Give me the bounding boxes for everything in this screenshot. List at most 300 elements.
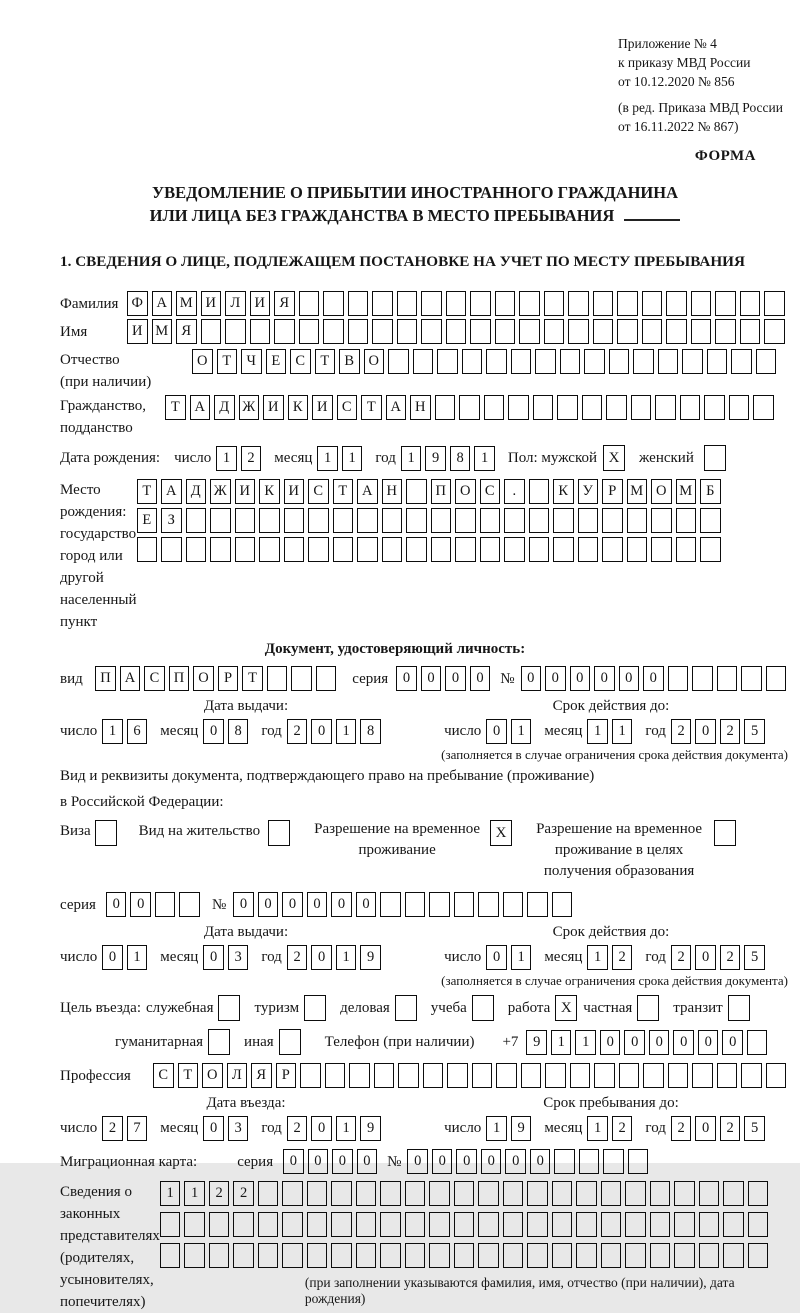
char-cell[interactable] [161, 537, 182, 562]
char-cell[interactable] [545, 1063, 566, 1088]
char-cell[interactable]: 2 [612, 945, 633, 970]
char-cell[interactable]: 9 [526, 1030, 547, 1055]
char-cell[interactable]: П [95, 666, 116, 691]
char-cell[interactable] [625, 1243, 646, 1268]
char-cell[interactable] [423, 1063, 444, 1088]
char-cell[interactable] [552, 1181, 573, 1206]
char-cell[interactable] [258, 1243, 279, 1268]
char-cell[interactable] [576, 1212, 597, 1237]
char-cell[interactable] [258, 1212, 279, 1237]
char-cell[interactable] [382, 537, 403, 562]
char-cell[interactable] [756, 349, 777, 374]
char-cell[interactable] [560, 349, 581, 374]
char-cell[interactable]: 0 [643, 666, 664, 691]
char-cell[interactable] [405, 892, 426, 917]
char-cell[interactable] [576, 1243, 597, 1268]
char-cell[interactable] [137, 537, 158, 562]
char-cell[interactable] [397, 291, 418, 316]
char-cell[interactable] [723, 1212, 744, 1237]
char-cell[interactable] [333, 508, 354, 533]
sex-male-checkbox[interactable]: X [603, 445, 625, 471]
char-cell[interactable] [619, 1063, 640, 1088]
char-cell[interactable]: 0 [421, 666, 442, 691]
char-cell[interactable]: 1 [587, 719, 608, 744]
char-cell[interactable]: С [337, 395, 358, 420]
char-cell[interactable] [478, 1212, 499, 1237]
char-cell[interactable] [601, 1181, 622, 1206]
char-cell[interactable] [723, 1243, 744, 1268]
char-cell[interactable]: 7 [127, 1116, 148, 1141]
char-cell[interactable] [455, 508, 476, 533]
char-cell[interactable] [454, 1181, 475, 1206]
char-cell[interactable] [747, 1030, 768, 1055]
char-cell[interactable] [267, 666, 288, 691]
char-cell[interactable] [478, 892, 499, 917]
char-cell[interactable] [307, 1243, 328, 1268]
purpose-study-checkbox[interactable] [472, 995, 494, 1021]
char-cell[interactable] [676, 508, 697, 533]
char-cell[interactable] [250, 319, 271, 344]
char-cell[interactable] [405, 1181, 426, 1206]
char-cell[interactable]: С [290, 349, 311, 374]
char-cell[interactable] [274, 319, 295, 344]
temp-residence-edu-checkbox[interactable] [714, 820, 736, 846]
char-cell[interactable] [584, 349, 605, 374]
char-cell[interactable] [495, 319, 516, 344]
char-cell[interactable] [601, 1243, 622, 1268]
char-cell[interactable]: Е [137, 508, 158, 533]
char-cell[interactable] [235, 508, 256, 533]
char-cell[interactable] [331, 1243, 352, 1268]
char-cell[interactable] [766, 666, 787, 691]
char-cell[interactable]: 0 [649, 1030, 670, 1055]
char-cell[interactable]: М [676, 479, 697, 504]
char-cell[interactable]: 1 [511, 945, 532, 970]
char-cell[interactable] [651, 508, 672, 533]
char-cell[interactable] [527, 1243, 548, 1268]
purpose-other-checkbox[interactable] [279, 1029, 301, 1055]
char-cell[interactable]: 3 [228, 1116, 249, 1141]
char-cell[interactable] [642, 319, 663, 344]
char-cell[interactable]: 0 [282, 892, 303, 917]
char-cell[interactable]: 0 [695, 945, 716, 970]
char-cell[interactable] [553, 537, 574, 562]
char-cell[interactable]: О [651, 479, 672, 504]
char-cell[interactable] [496, 1063, 517, 1088]
char-cell[interactable] [692, 1063, 713, 1088]
char-cell[interactable] [308, 508, 329, 533]
char-cell[interactable]: 0 [695, 719, 716, 744]
visa-checkbox[interactable] [95, 820, 117, 846]
char-cell[interactable] [700, 508, 721, 533]
char-cell[interactable] [331, 1181, 352, 1206]
char-cell[interactable] [593, 291, 614, 316]
char-cell[interactable]: 0 [505, 1149, 526, 1174]
char-cell[interactable] [323, 291, 344, 316]
char-cell[interactable] [235, 537, 256, 562]
char-cell[interactable] [282, 1212, 303, 1237]
char-cell[interactable] [233, 1243, 254, 1268]
char-cell[interactable]: Я [251, 1063, 272, 1088]
char-cell[interactable]: 1 [575, 1030, 596, 1055]
purpose-tourism-checkbox[interactable] [304, 995, 326, 1021]
char-cell[interactable] [437, 349, 458, 374]
char-cell[interactable]: 8 [228, 719, 249, 744]
char-cell[interactable]: 2 [287, 719, 308, 744]
char-cell[interactable] [544, 291, 565, 316]
char-cell[interactable] [625, 1181, 646, 1206]
char-cell[interactable]: 0 [307, 892, 328, 917]
char-cell[interactable] [472, 1063, 493, 1088]
char-cell[interactable]: И [284, 479, 305, 504]
char-cell[interactable]: 0 [619, 666, 640, 691]
char-cell[interactable] [504, 537, 525, 562]
char-cell[interactable]: 2 [102, 1116, 123, 1141]
char-cell[interactable] [552, 1212, 573, 1237]
char-cell[interactable] [380, 1212, 401, 1237]
char-cell[interactable] [233, 1212, 254, 1237]
char-cell[interactable] [225, 319, 246, 344]
char-cell[interactable] [717, 666, 738, 691]
char-cell[interactable] [521, 1063, 542, 1088]
char-cell[interactable] [209, 1243, 230, 1268]
char-cell[interactable] [578, 508, 599, 533]
char-cell[interactable] [184, 1212, 205, 1237]
char-cell[interactable]: 6 [127, 719, 148, 744]
char-cell[interactable] [454, 892, 475, 917]
char-cell[interactable] [201, 319, 222, 344]
char-cell[interactable] [557, 395, 578, 420]
char-cell[interactable]: М [176, 291, 197, 316]
char-cell[interactable]: З [161, 508, 182, 533]
char-cell[interactable] [519, 319, 540, 344]
char-cell[interactable]: 0 [283, 1149, 304, 1174]
char-cell[interactable]: 0 [396, 666, 417, 691]
char-cell[interactable] [429, 892, 450, 917]
char-cell[interactable] [356, 1212, 377, 1237]
char-cell[interactable]: 5 [744, 719, 765, 744]
char-cell[interactable] [578, 537, 599, 562]
char-cell[interactable] [741, 666, 762, 691]
char-cell[interactable] [753, 395, 774, 420]
char-cell[interactable]: 1 [216, 446, 237, 471]
char-cell[interactable]: П [169, 666, 190, 691]
char-cell[interactable] [179, 892, 200, 917]
char-cell[interactable]: 0 [470, 666, 491, 691]
char-cell[interactable] [650, 1212, 671, 1237]
char-cell[interactable]: Р [602, 479, 623, 504]
char-cell[interactable]: Т [217, 349, 238, 374]
char-cell[interactable]: 2 [241, 446, 262, 471]
char-cell[interactable] [429, 1212, 450, 1237]
char-cell[interactable] [421, 319, 442, 344]
char-cell[interactable]: 1 [342, 446, 363, 471]
char-cell[interactable] [454, 1212, 475, 1237]
char-cell[interactable] [529, 479, 550, 504]
char-cell[interactable]: 5 [744, 1116, 765, 1141]
char-cell[interactable]: 0 [722, 1030, 743, 1055]
char-cell[interactable] [658, 349, 679, 374]
char-cell[interactable]: 0 [311, 945, 332, 970]
char-cell[interactable] [650, 1181, 671, 1206]
char-cell[interactable]: 0 [130, 892, 151, 917]
char-cell[interactable] [372, 319, 393, 344]
char-cell[interactable] [431, 508, 452, 533]
char-cell[interactable] [356, 1181, 377, 1206]
char-cell[interactable] [715, 319, 736, 344]
char-cell[interactable] [259, 508, 280, 533]
char-cell[interactable]: 1 [401, 446, 422, 471]
char-cell[interactable] [300, 1063, 321, 1088]
char-cell[interactable]: И [201, 291, 222, 316]
char-cell[interactable] [503, 892, 524, 917]
char-cell[interactable] [606, 395, 627, 420]
char-cell[interactable]: 1 [474, 446, 495, 471]
char-cell[interactable]: А [386, 395, 407, 420]
char-cell[interactable] [602, 537, 623, 562]
char-cell[interactable]: Л [225, 291, 246, 316]
char-cell[interactable]: 1 [336, 945, 357, 970]
char-cell[interactable] [529, 508, 550, 533]
char-cell[interactable] [633, 349, 654, 374]
char-cell[interactable] [284, 508, 305, 533]
char-cell[interactable] [323, 319, 344, 344]
char-cell[interactable] [627, 508, 648, 533]
char-cell[interactable] [628, 1149, 649, 1174]
char-cell[interactable]: 2 [233, 1181, 254, 1206]
char-cell[interactable] [413, 349, 434, 374]
char-cell[interactable] [495, 291, 516, 316]
char-cell[interactable]: А [120, 666, 141, 691]
char-cell[interactable]: С [153, 1063, 174, 1088]
char-cell[interactable]: 0 [106, 892, 127, 917]
char-cell[interactable] [764, 319, 785, 344]
purpose-private-checkbox[interactable] [637, 995, 659, 1021]
char-cell[interactable] [617, 291, 638, 316]
char-cell[interactable]: 0 [594, 666, 615, 691]
char-cell[interactable] [291, 666, 312, 691]
char-cell[interactable]: И [312, 395, 333, 420]
char-cell[interactable] [349, 1063, 370, 1088]
char-cell[interactable] [625, 1212, 646, 1237]
char-cell[interactable]: 0 [356, 892, 377, 917]
char-cell[interactable]: Р [276, 1063, 297, 1088]
char-cell[interactable] [503, 1212, 524, 1237]
char-cell[interactable] [552, 892, 573, 917]
char-cell[interactable] [459, 395, 480, 420]
char-cell[interactable] [470, 291, 491, 316]
char-cell[interactable]: 0 [331, 892, 352, 917]
char-cell[interactable]: О [192, 349, 213, 374]
char-cell[interactable]: К [553, 479, 574, 504]
char-cell[interactable] [380, 892, 401, 917]
char-cell[interactable] [594, 1063, 615, 1088]
char-cell[interactable] [478, 1181, 499, 1206]
char-cell[interactable] [316, 666, 337, 691]
char-cell[interactable] [431, 537, 452, 562]
char-cell[interactable]: 0 [521, 666, 542, 691]
temp-residence-checkbox[interactable]: X [490, 820, 512, 846]
char-cell[interactable] [568, 319, 589, 344]
char-cell[interactable]: Д [214, 395, 235, 420]
char-cell[interactable]: 0 [203, 945, 224, 970]
char-cell[interactable]: А [152, 291, 173, 316]
char-cell[interactable] [508, 395, 529, 420]
char-cell[interactable] [160, 1243, 181, 1268]
char-cell[interactable]: 0 [357, 1149, 378, 1174]
char-cell[interactable]: Т [315, 349, 336, 374]
char-cell[interactable]: 0 [486, 719, 507, 744]
char-cell[interactable] [480, 508, 501, 533]
char-cell[interactable] [602, 508, 623, 533]
char-cell[interactable] [348, 319, 369, 344]
char-cell[interactable] [740, 319, 761, 344]
char-cell[interactable] [570, 1063, 591, 1088]
char-cell[interactable]: А [161, 479, 182, 504]
char-cell[interactable]: С [144, 666, 165, 691]
char-cell[interactable] [699, 1212, 720, 1237]
char-cell[interactable]: 2 [287, 945, 308, 970]
char-cell[interactable] [504, 508, 525, 533]
char-cell[interactable] [529, 537, 550, 562]
char-cell[interactable] [643, 1063, 664, 1088]
char-cell[interactable]: Т [137, 479, 158, 504]
char-cell[interactable]: 1 [336, 719, 357, 744]
char-cell[interactable] [486, 349, 507, 374]
char-cell[interactable]: 1 [511, 719, 532, 744]
char-cell[interactable]: 0 [308, 1149, 329, 1174]
char-cell[interactable] [186, 537, 207, 562]
char-cell[interactable] [682, 349, 703, 374]
char-cell[interactable] [282, 1243, 303, 1268]
char-cell[interactable] [544, 319, 565, 344]
char-cell[interactable] [406, 479, 427, 504]
char-cell[interactable] [717, 1063, 738, 1088]
char-cell[interactable] [527, 1181, 548, 1206]
char-cell[interactable] [527, 892, 548, 917]
char-cell[interactable]: С [480, 479, 501, 504]
char-cell[interactable] [184, 1243, 205, 1268]
char-cell[interactable] [372, 291, 393, 316]
char-cell[interactable]: О [364, 349, 385, 374]
char-cell[interactable]: 0 [233, 892, 254, 917]
char-cell[interactable] [642, 291, 663, 316]
char-cell[interactable] [553, 508, 574, 533]
char-cell[interactable] [380, 1243, 401, 1268]
char-cell[interactable] [511, 349, 532, 374]
char-cell[interactable]: М [627, 479, 648, 504]
char-cell[interactable]: 1 [160, 1181, 181, 1206]
char-cell[interactable]: 8 [450, 446, 471, 471]
char-cell[interactable] [554, 1149, 575, 1174]
char-cell[interactable]: У [578, 479, 599, 504]
char-cell[interactable]: 0 [258, 892, 279, 917]
purpose-humanitarian-checkbox[interactable] [208, 1029, 230, 1055]
char-cell[interactable] [668, 1063, 689, 1088]
char-cell[interactable]: М [152, 319, 173, 344]
char-cell[interactable]: 0 [530, 1149, 551, 1174]
char-cell[interactable]: 0 [311, 1116, 332, 1141]
char-cell[interactable] [764, 291, 785, 316]
char-cell[interactable] [741, 1063, 762, 1088]
char-cell[interactable]: 0 [332, 1149, 353, 1174]
char-cell[interactable] [160, 1212, 181, 1237]
char-cell[interactable] [325, 1063, 346, 1088]
char-cell[interactable] [331, 1212, 352, 1237]
char-cell[interactable]: 8 [360, 719, 381, 744]
char-cell[interactable] [503, 1243, 524, 1268]
char-cell[interactable]: 3 [228, 945, 249, 970]
char-cell[interactable] [480, 537, 501, 562]
char-cell[interactable] [674, 1243, 695, 1268]
char-cell[interactable] [707, 349, 728, 374]
char-cell[interactable]: 1 [612, 719, 633, 744]
purpose-business-checkbox[interactable] [395, 995, 417, 1021]
char-cell[interactable] [503, 1181, 524, 1206]
char-cell[interactable] [446, 291, 467, 316]
char-cell[interactable]: А [190, 395, 211, 420]
char-cell[interactable] [446, 319, 467, 344]
char-cell[interactable]: Я [274, 291, 295, 316]
char-cell[interactable] [421, 291, 442, 316]
char-cell[interactable]: 5 [744, 945, 765, 970]
char-cell[interactable] [674, 1212, 695, 1237]
char-cell[interactable] [668, 666, 689, 691]
char-cell[interactable] [651, 537, 672, 562]
char-cell[interactable] [699, 1243, 720, 1268]
char-cell[interactable]: К [259, 479, 280, 504]
char-cell[interactable] [259, 537, 280, 562]
char-cell[interactable]: 9 [360, 945, 381, 970]
char-cell[interactable]: 1 [102, 719, 123, 744]
char-cell[interactable]: Т [242, 666, 263, 691]
char-cell[interactable] [455, 537, 476, 562]
char-cell[interactable] [576, 1181, 597, 1206]
char-cell[interactable]: Т [361, 395, 382, 420]
char-cell[interactable] [405, 1212, 426, 1237]
char-cell[interactable] [601, 1212, 622, 1237]
char-cell[interactable] [631, 395, 652, 420]
char-cell[interactable] [374, 1063, 395, 1088]
char-cell[interactable]: 1 [486, 1116, 507, 1141]
char-cell[interactable] [380, 1181, 401, 1206]
char-cell[interactable]: Ж [239, 395, 260, 420]
char-cell[interactable]: 0 [102, 945, 123, 970]
char-cell[interactable] [484, 395, 505, 420]
char-cell[interactable] [307, 1181, 328, 1206]
char-cell[interactable]: Т [333, 479, 354, 504]
char-cell[interactable] [740, 291, 761, 316]
char-cell[interactable] [603, 1149, 624, 1174]
char-cell[interactable] [210, 508, 231, 533]
char-cell[interactable] [210, 537, 231, 562]
char-cell[interactable] [680, 395, 701, 420]
char-cell[interactable]: 0 [570, 666, 591, 691]
char-cell[interactable]: 0 [445, 666, 466, 691]
char-cell[interactable]: 1 [587, 945, 608, 970]
char-cell[interactable] [627, 537, 648, 562]
residence-permit-checkbox[interactable] [268, 820, 290, 846]
char-cell[interactable] [715, 291, 736, 316]
char-cell[interactable]: 9 [511, 1116, 532, 1141]
char-cell[interactable]: 1 [587, 1116, 608, 1141]
char-cell[interactable]: В [339, 349, 360, 374]
char-cell[interactable] [692, 666, 713, 691]
char-cell[interactable] [406, 537, 427, 562]
char-cell[interactable]: 2 [287, 1116, 308, 1141]
char-cell[interactable]: 1 [551, 1030, 572, 1055]
char-cell[interactable]: Ч [241, 349, 262, 374]
